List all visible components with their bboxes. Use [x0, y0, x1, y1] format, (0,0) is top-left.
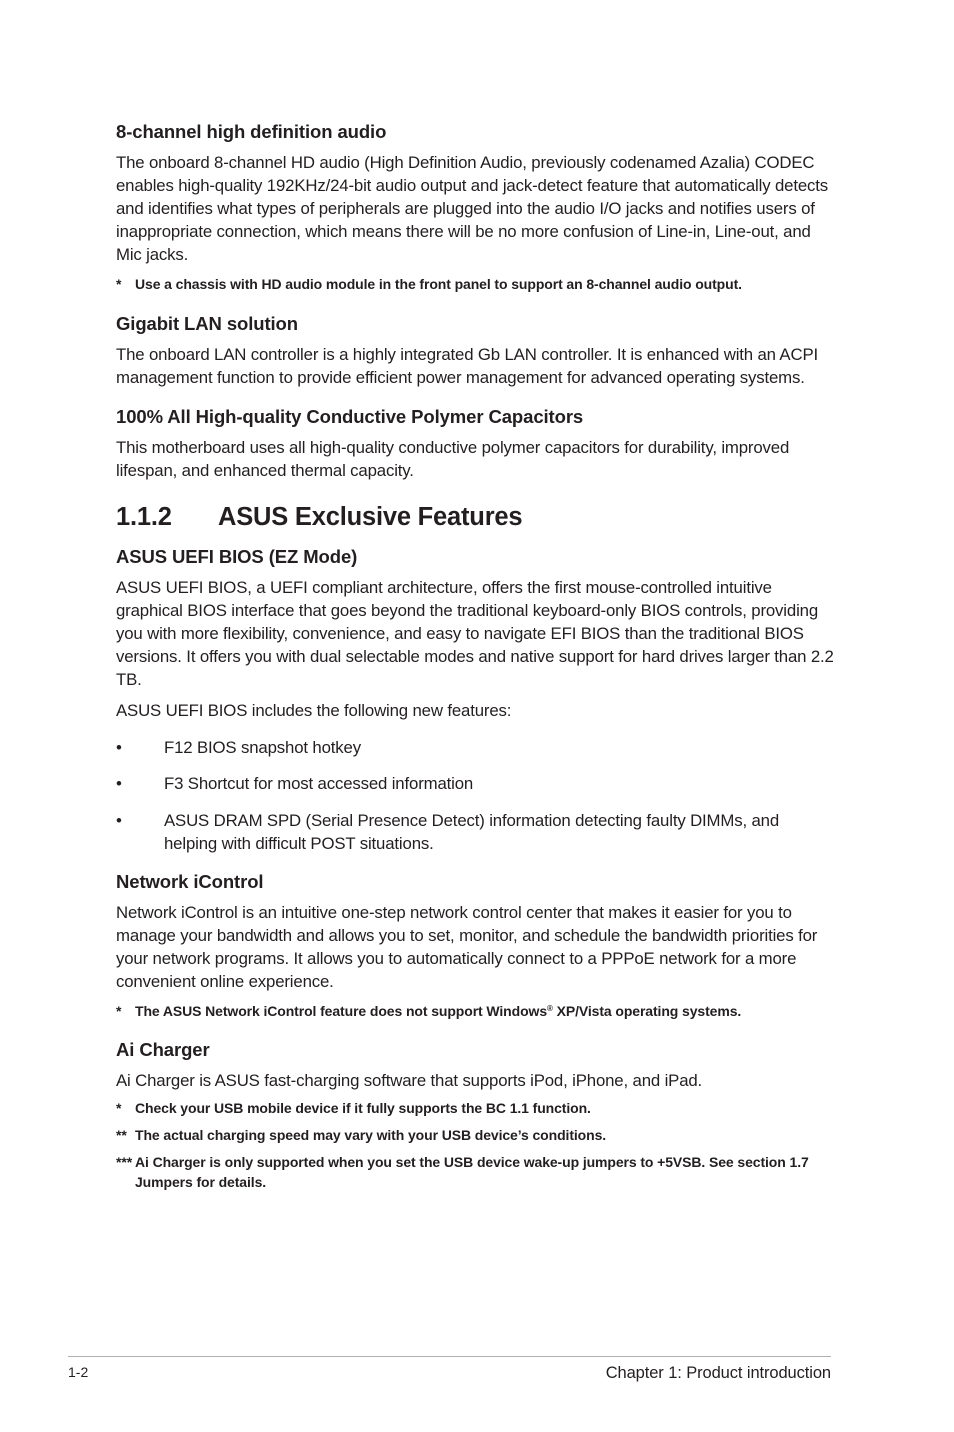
note-text: Ai Charger is only supported when you set the USB device wake-up jumpers to +5VSB. See section 1.7 Jumpers for details. [135, 1154, 809, 1190]
section-number: 1.1.2 [116, 503, 172, 531]
footer-divider [68, 1356, 831, 1357]
note-text: The actual charging speed may vary with your USB device’s conditions. [135, 1127, 607, 1143]
section-title [116, 502, 836, 532]
paragraph-capacitors: This motherboard uses all high-quality conductive polymer capacitors for durability, improved lifespan, and enhanced thermal capacity. [116, 438, 790, 480]
note-text: Use a chassis with HD audio module in the front panel to support an 8-channel audio output. [135, 276, 742, 292]
note-text: Check your USB mobile device if it fully supports the BC 1.1 function. [135, 1100, 591, 1116]
list-item-text: F3 Shortcut for most accessed information [164, 774, 474, 793]
heading-audio: 8-channel high definition audio [116, 121, 387, 142]
note-icontrol [116, 1001, 836, 1021]
paragraph-uefi-intro: ASUS UEFI BIOS includes the following new features: [116, 701, 512, 720]
paragraph-lan: The onboard LAN controller is a highly integrated Gb LAN controller. It is enhanced with an ACPI management function to provide efficient power management for advanced operating systems. [116, 345, 818, 387]
page-number: 1-2 [68, 1364, 89, 1380]
list-item-text: ASUS DRAM SPD (Serial Presence Detect) information detecting faulty DIMMs, and helping with difficult POST situations. [164, 811, 780, 853]
registered-mark: ® [547, 1004, 553, 1013]
heading-lan: Gigabit LAN solution [116, 313, 298, 334]
section-title-text: ASUS Exclusive Features [218, 503, 523, 531]
note-charger-1 [116, 1098, 836, 1118]
note-mark: * [116, 1003, 122, 1019]
paragraph-uefi: ASUS UEFI BIOS, a UEFI compliant architecture, offers the first mouse-controlled intuitive graphical BIOS interface that goes beyond the traditional keyboard-only BIOS controls, providing you with more flexibility, convenience, and easy to navigate EFI BIOS than the traditional BIOS versions. It offers you with dual selectable modes and native support for hard drives larger than 2.2 TB. [116, 578, 834, 689]
page-content [116, 121, 836, 1192]
chapter-title: Chapter 1: Product introduction [605, 1364, 831, 1382]
bullet-mark: • [116, 811, 122, 830]
list-item [116, 772, 836, 795]
note-mark: * [116, 276, 122, 292]
heading-icontrol: Network iControl [116, 871, 264, 892]
note-charger-2 [116, 1125, 836, 1145]
list-item [116, 809, 836, 855]
paragraph-icontrol: Network iControl is an intuitive one-step network control center that makes it easier for you to manage your bandwidth and allows you to set, monitor, and schedule the bandwidth priorities for your network programs. It allows you to automatically connect to a PPPoE network for a more convenient online experience. [116, 903, 818, 991]
heading-charger: Ai Charger [116, 1039, 210, 1060]
list-item [116, 736, 836, 759]
note-audio [116, 274, 836, 294]
note-mark: ** [116, 1127, 127, 1143]
note-mark: *** [116, 1154, 133, 1170]
heading-uefi: ASUS UEFI BIOS (EZ Mode) [116, 546, 358, 567]
note-mark: * [116, 1100, 122, 1116]
bullet-mark: • [116, 774, 122, 793]
note-charger-3 [116, 1152, 836, 1192]
paragraph-charger: Ai Charger is ASUS fast-charging software that supports iPod, iPhone, and iPad. [116, 1071, 703, 1090]
bullet-mark: • [116, 738, 122, 757]
list-item-text: F12 BIOS snapshot hotkey [164, 738, 361, 757]
heading-capacitors: 100% All High-quality Conductive Polymer Capacitors [116, 406, 584, 427]
uefi-feature-list [116, 736, 836, 855]
note-text: The ASUS Network iControl feature does not support Windows® XP/Vista operating systems. [135, 1003, 742, 1019]
paragraph-audio: The onboard 8-channel HD audio (High Definition Audio, previously codenamed Azalia) CODEC enables high-quality 192KHz/24-bit audio output and jack-detect feature that automatically detects and identifies what types of peripherals are plugged into the audio I/O jacks and notifies users of inappropriate connection, which means there will be no more confusion of Line-in, Line-out, and Mic jacks. [116, 153, 829, 264]
